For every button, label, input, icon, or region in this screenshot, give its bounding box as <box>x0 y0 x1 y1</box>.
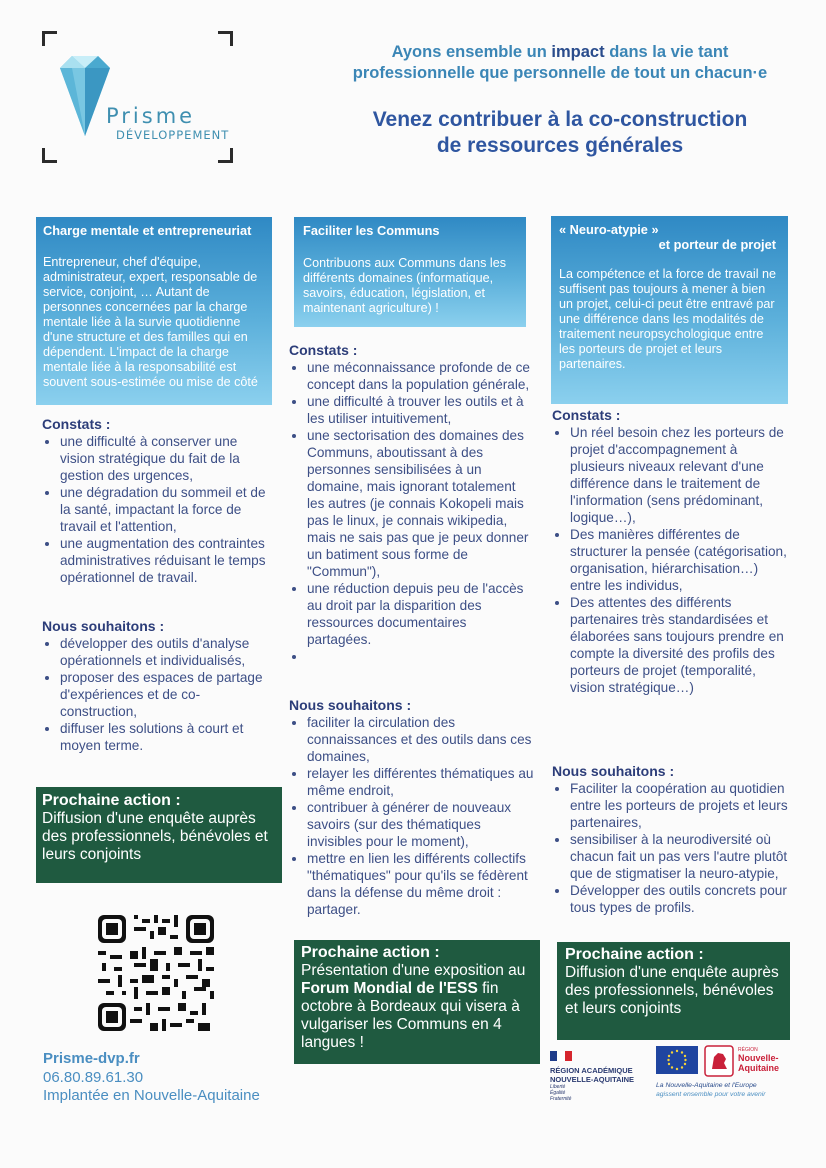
location-text: Implantée en Nouvelle-Aquitaine <box>43 1087 260 1104</box>
page-title-line1: Venez contribuer à la co-construction <box>372 108 748 131</box>
partners-tagline <box>656 1082 796 1099</box>
list-item: • Un réel besoin chez les porteurs de projet d'accompagnement à plusieurs niveaux relevant d'une différence dans le traitement de l'information (sens prédominant, logique…), <box>570 424 788 526</box>
col3-action-text: Diffusion d'une enquête auprès des professionnels, bénévoles et leurs conjoints <box>565 964 779 1017</box>
list-item: • diffuser les solutions à court et moyen terme. <box>60 720 270 754</box>
tagline-part1: Ayons ensemble un <box>391 43 552 61</box>
page-title <box>320 107 800 159</box>
contact-block <box>43 1050 260 1106</box>
nouvelle-aquitaine-logo <box>704 1045 784 1077</box>
list-item: • une dégradation du sommeil et de la santé, impactant la force de travail et l'attention, <box>60 484 270 535</box>
list-item: • une difficulté à trouver les outils et à les utiliser intuitivement, <box>307 393 534 427</box>
col3-souhaits <box>552 763 788 916</box>
col1-next-action <box>36 787 282 883</box>
col1-souhaits <box>42 618 270 754</box>
col2-souhaits <box>289 697 534 918</box>
col1-souhaits-list <box>42 635 270 754</box>
col2-souhaits-title: Nous souhaitons : <box>289 697 412 713</box>
lion-emblem-icon <box>704 1045 734 1077</box>
col3-action-title: Prochaine action : <box>565 946 704 963</box>
website-link[interactable]: Prisme-dvp.fr <box>43 1050 140 1067</box>
col2-action-part2: fin octobre à Bordeaux qui visera à vulgariser les Communs en 4 langues ! <box>301 980 520 1051</box>
list-item: • une augmentation des contraintes administratives réduisant le temps opérationnel de travail. <box>60 535 270 586</box>
tagline-impact: impact <box>551 43 605 61</box>
na-name-line2: Aquitaine <box>738 1063 780 1073</box>
page-title-line2: de ressources générales <box>436 134 684 157</box>
col2-intro-box <box>294 217 526 327</box>
col1-constats-title: Constats : <box>42 416 111 432</box>
region-line2: NOUVELLE-AQUITAINE <box>550 1075 635 1084</box>
qr-code <box>98 915 214 1031</box>
col3-box-text: La compétence et la force de travail ne suffisent pas toujours à mener à bien un projet, celui-ci peut être entravé par une différence dans les modalités de traitement neuropsychologique entre les porteurs de projet et leurs partenaires. <box>559 267 777 371</box>
header-tagline <box>320 42 800 84</box>
na-region-small: RÉGION <box>738 1047 758 1053</box>
list-item: • mettre en lien les différents collectifs "thématiques" pour qu'ils se fédèrent dans la défense du même droit : partager. <box>307 850 534 918</box>
col2-box-text: Contribuons aux Communs dans les différents domaines (informatique, savoirs, éducation, législation, et maintenant agriculture) ! <box>303 256 507 315</box>
col3-next-action <box>557 942 790 1040</box>
col1-box-title: Charge mentale et entrepreneuriat <box>43 223 252 238</box>
list-item: • sensibiliser à la neurodiversité où chacun fait un pas vers l'autre plutôt que de stigmatiser la neuro-atypie, <box>570 831 788 882</box>
col3-constats-title: Constats : <box>552 407 621 423</box>
list-item: • une difficulté à conserver une vision stratégique du fait de la gestion des urgences, <box>60 433 270 484</box>
list-item: • Des attentes des différents partenaires très standardisées et élaborées sans toujours prendre en compte la diversité des profils des porteurs de projet (temporalité, vision stratégique…) <box>570 594 788 696</box>
tagline-line2: professionnelle que personnelle de tout un chacun·e <box>352 64 768 82</box>
col1-action-title: Prochaine action : <box>42 792 181 809</box>
col3-constats <box>552 407 788 696</box>
col2-constats-list <box>289 359 534 665</box>
logo-frame-corner-tr <box>218 31 233 46</box>
list-item: • proposer des espaces de partage d'expériences et de co-construction, <box>60 669 270 720</box>
list-item: • une méconnaissance profonde de ce concept dans la population générale, <box>307 359 534 393</box>
col3-constats-list <box>552 424 788 696</box>
col1-constats <box>42 416 270 586</box>
logo-frame-corner-tl <box>42 31 57 46</box>
list-item: • relayer les différentes thématiques au même endroit, <box>307 765 534 799</box>
list-item: • faciliter la circulation des connaissances et des outils dans ces domaines, <box>307 714 534 765</box>
list-item: • une sectorisation des domaines des Communs, aboutissant à des personnes sensibilisées à un domaine, mais ignorant totalement les autres (je connais Kokopeli mais pas le linux, je connais wikipedia, mais ne sais pas que je peux donner un batiment sous forme de "Commun"), <box>307 427 534 580</box>
col2-action-text <box>301 962 533 1052</box>
col1-intro-box <box>36 217 272 405</box>
col2-constats <box>289 342 534 665</box>
list-item: • Faciliter la coopération au quotidien entre les porteurs de projets et leurs partenaires, <box>570 780 788 831</box>
col3-box-title1: « Neuro-atypie » <box>559 222 659 237</box>
col1-constats-list <box>42 433 270 586</box>
list-item <box>307 648 534 665</box>
logo-frame-corner-bl <box>42 148 57 163</box>
phone-number[interactable]: 06.80.89.61.30 <box>43 1068 144 1086</box>
col3-intro-box <box>551 216 788 404</box>
list-item: • contribuer à générer de nouveaux savoirs (sur des thématiques invisibles pour le moment), <box>307 799 534 850</box>
tagline-europe-2: agissent ensemble pour votre avenir <box>656 1090 766 1098</box>
col1-action-text: Diffusion d'une enquête auprès des professionnels, bénévoles et leurs conjoints <box>42 810 268 863</box>
logo-name: Prisme <box>106 104 196 128</box>
region-academique-logo <box>550 1048 650 1102</box>
french-flag-icon <box>550 1051 572 1061</box>
col2-action-forum: Forum Mondial de l'ESS <box>301 980 478 997</box>
na-name-line1: Nouvelle- <box>738 1053 779 1063</box>
col2-souhaits-list <box>289 714 534 918</box>
list-item: • une réduction depuis peu de l'accès au droit par la disparition des ressources documentaires partagées. <box>307 580 534 648</box>
col3-souhaits-list <box>552 780 788 916</box>
col2-constats-title: Constats : <box>289 342 358 358</box>
col2-next-action <box>294 940 540 1064</box>
tagline-part2: dans la vie tant <box>604 43 729 61</box>
col1-box-text: Entrepreneur, chef d'équipe, administrateur, expert, responsable de service, conjoint, … Autant de personnes concernées par la charge mentale liée à la survie quotidienne d'une structure et des familles qui en dépendent. L'impact de la charge mentale liée à la responsabilité est souvent sous-estimée ou mise de côté <box>43 255 258 389</box>
republic-motto: Liberté Égalité Fraternité <box>550 1084 572 1102</box>
region-line1: RÉGION ACADÉMIQUE <box>550 1066 633 1075</box>
list-item: • Des manières différentes de structurer la pensée (catégorisation, organisation, hiérarchisation…) entre les individus, <box>570 526 788 594</box>
logo-frame-corner-br <box>218 148 233 163</box>
eu-flag-icon <box>656 1046 698 1074</box>
col3-souhaits-title: Nous souhaitons : <box>552 763 675 779</box>
logo-subtitle: DÉVELOPPEMENT <box>116 128 230 142</box>
col2-action-title: Prochaine action : <box>301 944 440 961</box>
col2-action-part1: Présentation d'une exposition au <box>301 962 526 979</box>
col1-souhaits-title: Nous souhaitons : <box>42 618 165 634</box>
tagline-europe-1: La Nouvelle-Aquitaine et l'Europe <box>656 1082 757 1089</box>
list-item: • développer des outils d'analyse opérationnels et individualisés, <box>60 635 270 669</box>
list-item: • Développer des outils concrets pour tous types de profils. <box>570 882 788 916</box>
col3-box-title2: et porteur de projet <box>658 237 776 252</box>
col2-box-title: Faciliter les Communs <box>303 223 440 238</box>
